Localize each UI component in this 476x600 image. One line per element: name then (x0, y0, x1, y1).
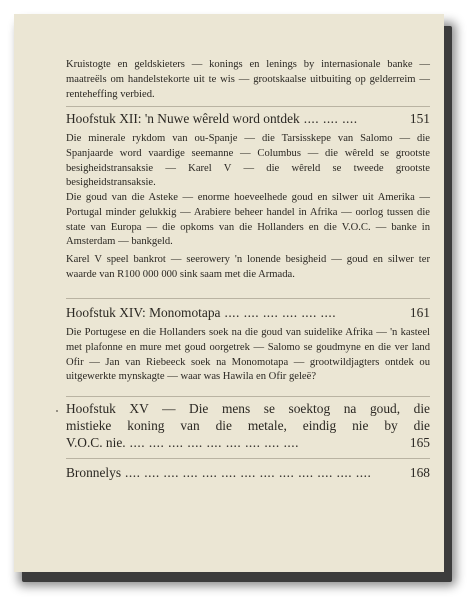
leader-dots: .... .... .... .... .... .... .... .... .... (129, 435, 299, 450)
chapter-14-page: 161 (409, 305, 430, 320)
chapter-15-title-line-1: Hoofstuk XV — Die mens se soektog na goud, die (66, 401, 430, 416)
divider (66, 106, 430, 107)
chapter-12-page: 151 (409, 111, 430, 126)
chapter-14-title: Hoofstuk XIV: Monomotapa (66, 305, 221, 320)
bibliography-title: Bronnelys (66, 465, 122, 480)
chapter-15-page: 165 (409, 435, 430, 450)
chapter-12-title: Hoofstuk XII: 'n Nuwe wêreld word ontdek (66, 111, 300, 126)
divider (66, 298, 430, 299)
chapter-14-summary: Die Portugese en die Hollanders soek na die goud van suidelike Afrika — 'n kasteel met plafonne en mure met goud oorgetrek — Salomo se goudmyne en die ver land Ofir — Jan van Riebeeck soek na Monomotapa — grootwildjagters ontdek ou uitgewerkte mynskagte — waar was Hawila en Ofir geleë? (66, 327, 430, 383)
divider (66, 396, 430, 397)
leader-dots: .... .... .... .... .... .... .... .... .... .... .... .... .... (125, 465, 372, 480)
book-page (14, 14, 444, 572)
toc-entry-bibliography[interactable] (66, 464, 430, 481)
chapter-15-title-line-3: V.O.C. nie. (66, 435, 126, 450)
chapter-12-summary-3: Karel V speel bankrot — seerowery 'n lonende besigheid — goud en silwer ter waarde van R100 000 000 sink saam met die Armada. (66, 254, 430, 280)
leader-dots: .... .... .... .... .... .... (224, 305, 337, 320)
toc-entry-chapter-15[interactable] (66, 400, 430, 451)
bibliography-page: 168 (409, 465, 430, 480)
chapter-15-title-line-2: mistieke koning van die metale, eindig nie by die (66, 418, 430, 433)
chapter-12-summary-1: Die minerale rykdom van ou-Spanje — die Tarsisskepe van Salomo — die Spanjaarde word vaardige seemanne — Columbus — die wêreld se grootste besigheidstransaksie — Karel V — die wêreld se tweede grootste besigheidstransaksie. (66, 133, 430, 189)
chapter-12-summary-2: Die goud van die Asteke — enorme hoeveelhede goud en silwer uit Amerika — Portugal minder gelukkig — Arabiere beheer handel in Afrika — oorlog tussen die state van Europa — die opkoms van die Hollanders en die V.O.C. — banke in Amsterdam — bankgeld. (66, 192, 430, 248)
intro-paragraph: Kruistogte en geldskieters — konings en lenings by internasionale banke — maatreëls om handelstekorte uit te wis — grootskaalse uitbuiting op gelderreim — renteheffing verbied. (66, 59, 430, 100)
toc-entry-chapter-12[interactable] (66, 110, 430, 127)
leader-dots: .... .... .... (303, 111, 358, 126)
divider (66, 458, 430, 459)
paper-speck (56, 410, 58, 412)
toc-entry-chapter-14[interactable] (66, 304, 430, 321)
